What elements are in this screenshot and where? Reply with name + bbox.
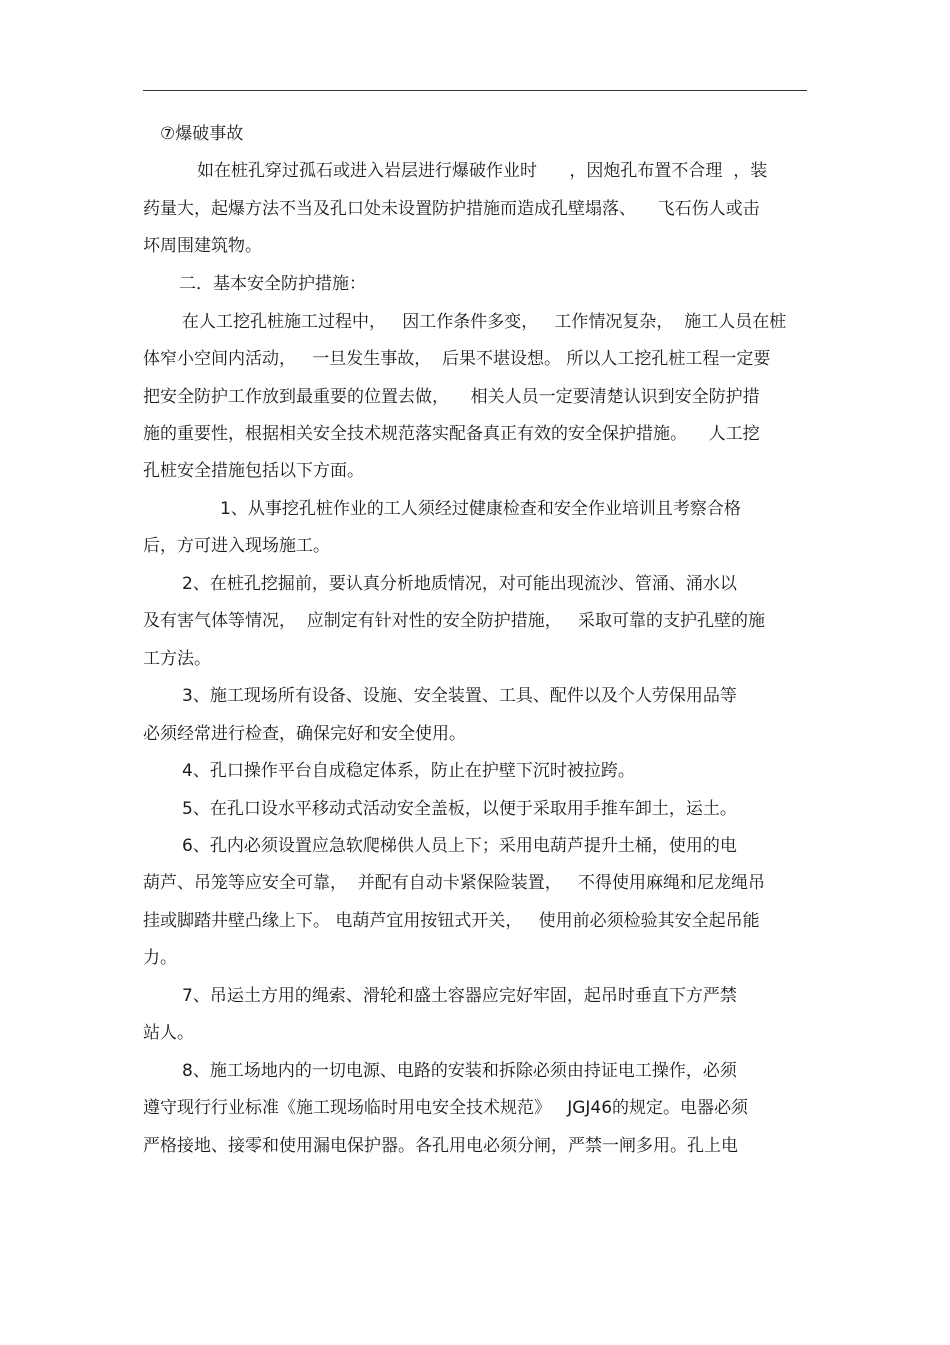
section-heading: 二．基本安全防护措施： — [179, 274, 366, 294]
text-line: 药量大，起爆方法不当及孔口处未设置防护措施而造成孔壁塌落、 飞石伤人或击 — [143, 199, 760, 219]
list-item-5: 5、在孔口设水平移动式活动安全盖板，以便于采取用手推车卸土，运土。 — [182, 799, 737, 819]
text-line: 必须经常进行检查，确保完好和安全使用。 — [143, 724, 466, 744]
text-line: ⑦爆破事故 — [160, 124, 244, 144]
header-rule — [143, 90, 807, 91]
text-line: 及有害气体等情况， 应制定有针对性的安全防护措施， 采取可靠的支护孔壁的施 — [143, 611, 766, 631]
text-line: 严格接地、接零和使用漏电保护器。各孔用电必须分闸，严禁一闸多用。孔上电 — [143, 1136, 738, 1156]
text-line: 施的重要性，根据相关安全技术规范落实配备真正有效的安全保护措施。 人工挖 — [143, 424, 760, 444]
text-line: 在人工挖孔桩施工过程中， 因工作条件多变， 工作情况复杂， 施工人员在桩 — [182, 312, 787, 332]
text-line: 后，方可进入现场施工。 — [143, 536, 330, 556]
text-line: 站人。 — [143, 1023, 194, 1043]
text-line: 力。 — [143, 948, 177, 968]
text-line: 如在桩孔穿过孤石或进入岩层进行爆破作业时 ，因炮孔布置不合理 ，装 — [197, 161, 768, 181]
text-line: 把安全防护工作放到最重要的位置去做， 相关人员一定要清楚认识到安全防护措 — [143, 387, 760, 407]
list-item-4: 4、孔口操作平台自成稳定体系，防止在护壁下沉时被拉跨。 — [182, 761, 635, 781]
list-item-6: 6、孔内必须设置应急软爬梯供人员上下；采用电葫芦提升土桶，使用的电 — [182, 836, 737, 856]
list-item-2: 2、在桩孔挖掘前，要认真分析地质情况，对可能出现流沙、管涌、涌水以 — [182, 574, 737, 594]
text-line: 体窄小空间内活动， 一旦发生事故， 后果不堪设想。 所以人工挖孔桩工程一定要 — [143, 349, 771, 369]
text-line: 葫芦、吊笼等应安全可靠， 并配有自动卡紧保险装置， 不得使用麻绳和尼龙绳吊 — [143, 873, 766, 893]
text-line: 孔桩安全措施包括以下方面。 — [143, 461, 364, 481]
list-item-3: 3、施工现场所有设备、设施、安全装置、工具、配件以及个人劳保用品等 — [182, 686, 737, 706]
list-item-1: 1、从事挖孔桩作业的工人须经过健康检查和安全作业培训且考察合格 — [220, 499, 741, 519]
text-line: 工方法。 — [143, 649, 211, 669]
text-line: 遵守现行行业标准《施工现场临时用电安全技术规范》 JGJ46的规定。电器必须 — [143, 1098, 749, 1118]
list-item-7: 7、吊运土方用的绳索、滑轮和盛土容器应完好牢固，起吊时垂直下方严禁 — [182, 986, 737, 1006]
list-item-8: 8、施工场地内的一切电源、电路的安装和拆除必须由持证电工操作，必须 — [182, 1061, 737, 1081]
text-line: 坏周围建筑物。 — [143, 236, 262, 256]
text-line: 挂或脚踏井壁凸缘上下。 电葫芦宜用按钮式开关， 使用前必须检验其安全起吊能 — [143, 911, 760, 931]
